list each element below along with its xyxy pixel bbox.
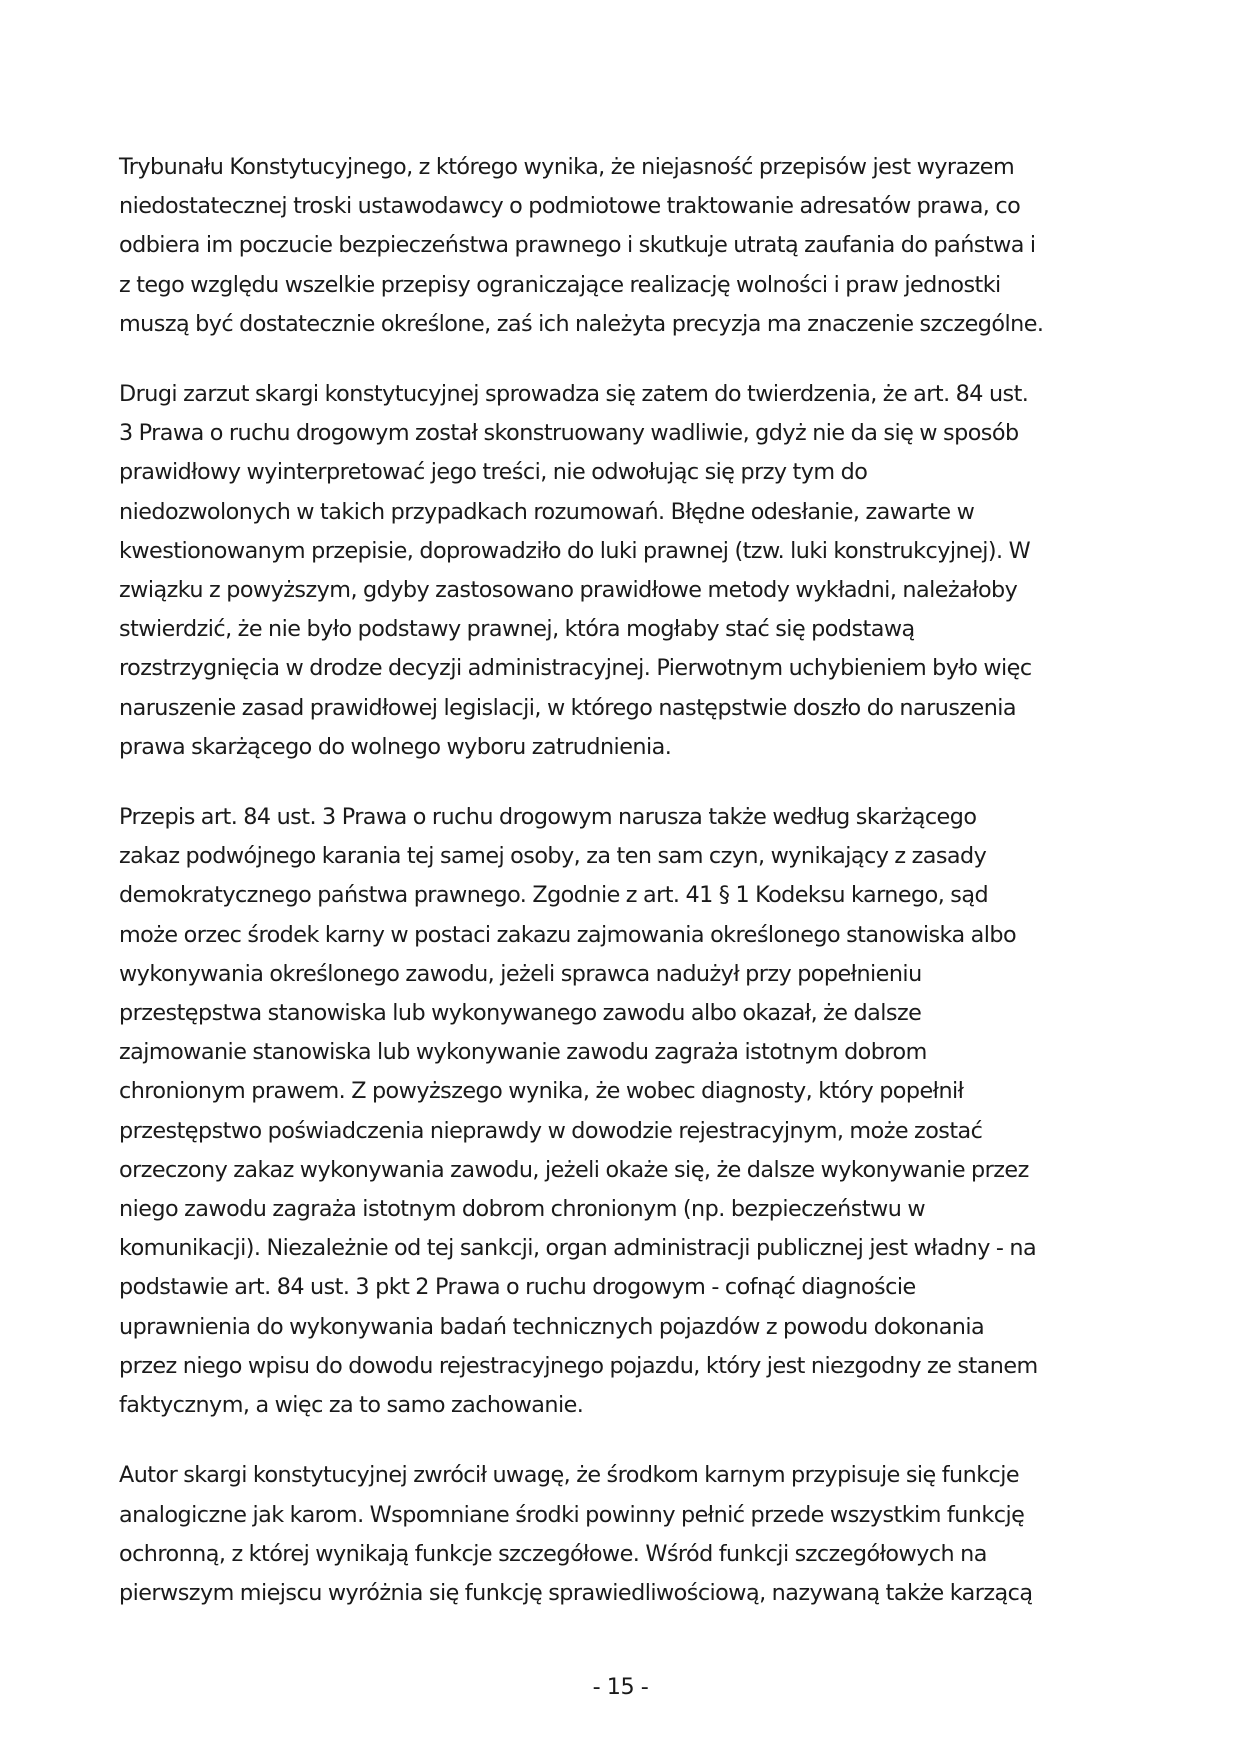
text-line: przestępstwa stanowiska lub wykonywanego zawodu albo okazał, że dalsze <box>119 1000 922 1027</box>
text-line: naruszenie zasad prawidłowej legislacji, w którego następstwie doszło do naruszenia <box>119 694 1017 721</box>
page-number: - 15 - <box>592 1674 649 1700</box>
text-line: faktycznym, a więc za to samo zachowanie. <box>119 1392 584 1419</box>
text-line: kwestionowanym przepisie, doprowadziło do luki prawnej (tzw. luki konstrukcyjnej). W <box>119 537 1031 564</box>
text-line: demokratycznego państwa prawnego. Zgodnie z art. 41 § 1 Kodeksu karnego, sąd <box>119 882 989 909</box>
text-line: prawidłowy wyinterpretować jego treści, nie odwołując się przy tym do <box>119 459 868 486</box>
text-line: zajmowanie stanowiska lub wykonywanie zawodu zagraża istotnym dobrom <box>119 1039 927 1066</box>
text-line: niedozwolonych w takich przypadkach rozumowań. Błędne odesłanie, zawarte w <box>119 498 975 525</box>
text-line: chronionym prawem. Z powyższego wynika, że wobec diagnosty, który popełnił <box>119 1078 964 1105</box>
paragraph-2 <box>119 375 1129 767</box>
text-line: Przepis art. 84 ust. 3 Prawa o ruchu drogowym narusza także według skarżącego <box>119 804 977 831</box>
text-line: niedostatecznej troski ustawodawcy o podmiotowe traktowanie adresatów prawa, co <box>119 193 1021 220</box>
text-line: Drugi zarzut skargi konstytucyjnej sprowadza się zatem do twierdzenia, że art. 84 ust. <box>119 381 1029 408</box>
text-line: Autor skargi konstytucyjnej zwrócił uwagę, że środkom karnym przypisuje się funkcje <box>119 1462 1020 1489</box>
text-line: niego zawodu zagraża istotnym dobrom chronionym (np. bezpieczeństwu w <box>119 1196 926 1223</box>
text-line: związku z powyższym, gdyby zastosowano prawidłowe metody wykładni, należałoby <box>119 577 1018 604</box>
text-line: zakaz podwójnego karania tej samej osoby, za ten sam czyn, wynikający z zasady <box>119 843 987 870</box>
text-line: Trybunału Konstytucyjnego, z którego wynika, że niejasność przepisów jest wyrazem <box>119 154 1015 180</box>
text-line: stwierdzić, że nie było podstawy prawnej, która mogłaby stać się podstawą <box>119 616 915 643</box>
text-line: muszą być dostatecznie określone, zaś ich należyta precyzja ma znaczenie szczególne. <box>119 310 1044 337</box>
paragraph-1 <box>119 148 1129 344</box>
paragraph-3 <box>119 798 1129 1425</box>
text-line: analogiczne jak karom. Wspomniane środki powinny pełnić przede wszystkim funkcję <box>119 1501 1025 1528</box>
paragraph-4 <box>119 1456 1129 1613</box>
text-line: ochronną, z której wynikają funkcje szczegółowe. Wśród funkcji szczegółowych na <box>119 1540 987 1567</box>
text-line: komunikacji). Niezależnie od tej sankcji, organ administracji publicznej jest władny - na <box>119 1235 1037 1262</box>
document-body <box>119 148 1129 1644</box>
text-line: przez niego wpisu do dowodu rejestracyjnego pojazdu, który jest niezgodny ze stanem <box>119 1352 1038 1379</box>
text-line: orzeczony zakaz wykonywania zawodu, jeżeli okaże się, że dalsze wykonywanie przez <box>119 1156 1029 1183</box>
text-line: rozstrzygnięcia w drodze decyzji administracyjnej. Pierwotnym uchybieniem było więc <box>119 655 1032 682</box>
text-line: z tego względu wszelkie przepisy ograniczające realizację wolności i praw jednostki <box>119 271 1001 298</box>
text-line: może orzec środek karny w postaci zakazu zajmowania określonego stanowiska albo <box>119 921 1017 948</box>
text-line: odbiera im poczucie bezpieczeństwa prawnego i skutkuje utratą zaufania do państwa i <box>119 232 1036 259</box>
text-line: prawa skarżącego do wolnego wyboru zatrudnienia. <box>119 733 672 760</box>
text-line: pierwszym miejscu wyróżnia się funkcję sprawiedliwościową, nazywaną także karzącą <box>119 1579 1033 1606</box>
text-line: podstawie art. 84 ust. 3 pkt 2 Prawa o ruchu drogowym - cofnąć diagnoście <box>119 1274 916 1301</box>
text-line: przestępstwo poświadczenia nieprawdy w dowodzie rejestracyjnym, może zostać <box>119 1117 983 1144</box>
text-line: 3 Prawa o ruchu drogowym został skonstruowany wadliwie, gdyż nie da się w sposób <box>119 420 1019 447</box>
text-line: uprawnienia do wykonywania badań technicznych pojazdów z powodu dokonania <box>119 1313 985 1340</box>
text-line: wykonywania określonego zawodu, jeżeli sprawca nadużył przy popełnieniu <box>119 960 922 987</box>
